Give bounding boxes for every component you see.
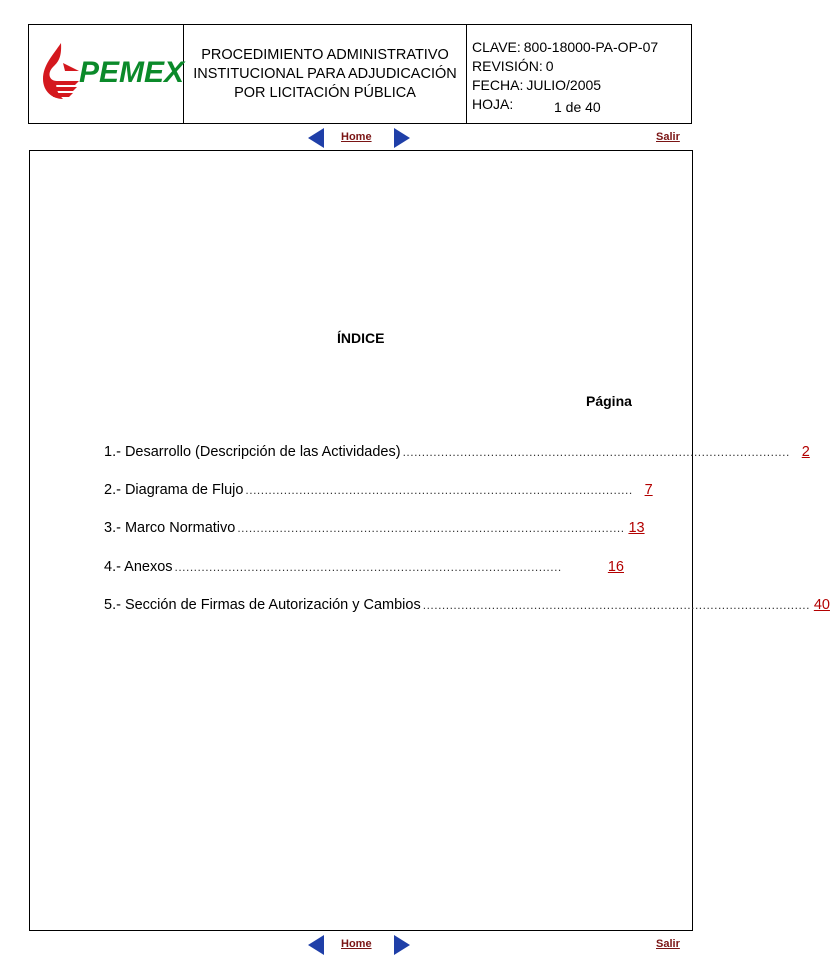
- meta-revision: [472, 58, 554, 74]
- toc-page-link[interactable]: 7: [644, 482, 653, 498]
- logo-cell: [29, 25, 184, 123]
- toc-item-text: 4.- Anexos: [104, 559, 173, 575]
- prev-arrow-icon-top[interactable]: [307, 127, 325, 149]
- document-header: [28, 24, 692, 124]
- toc-page-link[interactable]: 40: [813, 597, 830, 613]
- exit-link-top[interactable]: Salir: [656, 131, 680, 143]
- pemex-eagle-icon: [35, 41, 83, 101]
- toc-leader-dots: .....................................................................................................: [402, 445, 790, 459]
- pemex-logo-text: PEMEX: [79, 56, 185, 89]
- hoja-value: 1 de 40: [554, 99, 601, 115]
- toc-leader-dots: .....................................................................................................: [174, 560, 562, 574]
- toc-item: [104, 482, 653, 502]
- document-title: PROCEDIMIENTO ADMINISTRATIVO INSTITUCIONAL PARA ADJUDICACIÓN POR LICITACIÓN PÚBLICA: [184, 25, 467, 123]
- toc-item: [104, 520, 645, 540]
- revision-value: 0: [545, 58, 554, 74]
- meta-fecha: [472, 77, 601, 93]
- home-link-top[interactable]: Home: [341, 131, 372, 143]
- meta-clave: [472, 39, 658, 55]
- toc-leader-dots: .....................................................................................................: [422, 598, 810, 612]
- toc-item-text: 3.- Marco Normativo: [104, 520, 236, 536]
- page-column-heading: Página: [586, 393, 632, 409]
- toc-page-link[interactable]: 16: [607, 559, 624, 575]
- document-meta: [467, 25, 691, 123]
- clave-label: CLAVE:: [472, 39, 521, 55]
- meta-hoja: [472, 96, 513, 112]
- revision-label: REVISIÓN:: [472, 58, 543, 74]
- next-arrow-icon-bottom[interactable]: [393, 934, 411, 956]
- toc-page-link[interactable]: 13: [628, 520, 645, 536]
- exit-link-bottom[interactable]: Salir: [656, 938, 680, 950]
- hoja-label: HOJA:: [472, 96, 514, 112]
- toc-item: [104, 559, 624, 579]
- prev-arrow-icon-bottom[interactable]: [307, 934, 325, 956]
- next-arrow-icon-top[interactable]: [393, 127, 411, 149]
- clave-value: 800-18000-PA-OP-07: [523, 39, 659, 55]
- toc-item-text: 5.- Sección de Firmas de Autorización y Cambios: [104, 597, 421, 613]
- content-frame: [29, 150, 693, 931]
- home-link-bottom[interactable]: Home: [341, 938, 372, 950]
- toc-page-link[interactable]: 2: [801, 444, 810, 460]
- fecha-value: JULIO/2005: [526, 77, 602, 93]
- index-title: ÍNDICE: [337, 330, 385, 346]
- toc-item-text: 2.- Diagrama de Flujo: [104, 482, 244, 498]
- fecha-label: FECHA:: [472, 77, 524, 93]
- toc-leader-dots: .....................................................................................................: [245, 483, 633, 497]
- toc-item: [104, 597, 830, 617]
- toc-leader-dots: .....................................................................................................: [237, 521, 625, 535]
- toc-item: [104, 444, 810, 464]
- toc-item-text: 1.- Desarrollo (Descripción de las Actividades): [104, 444, 401, 460]
